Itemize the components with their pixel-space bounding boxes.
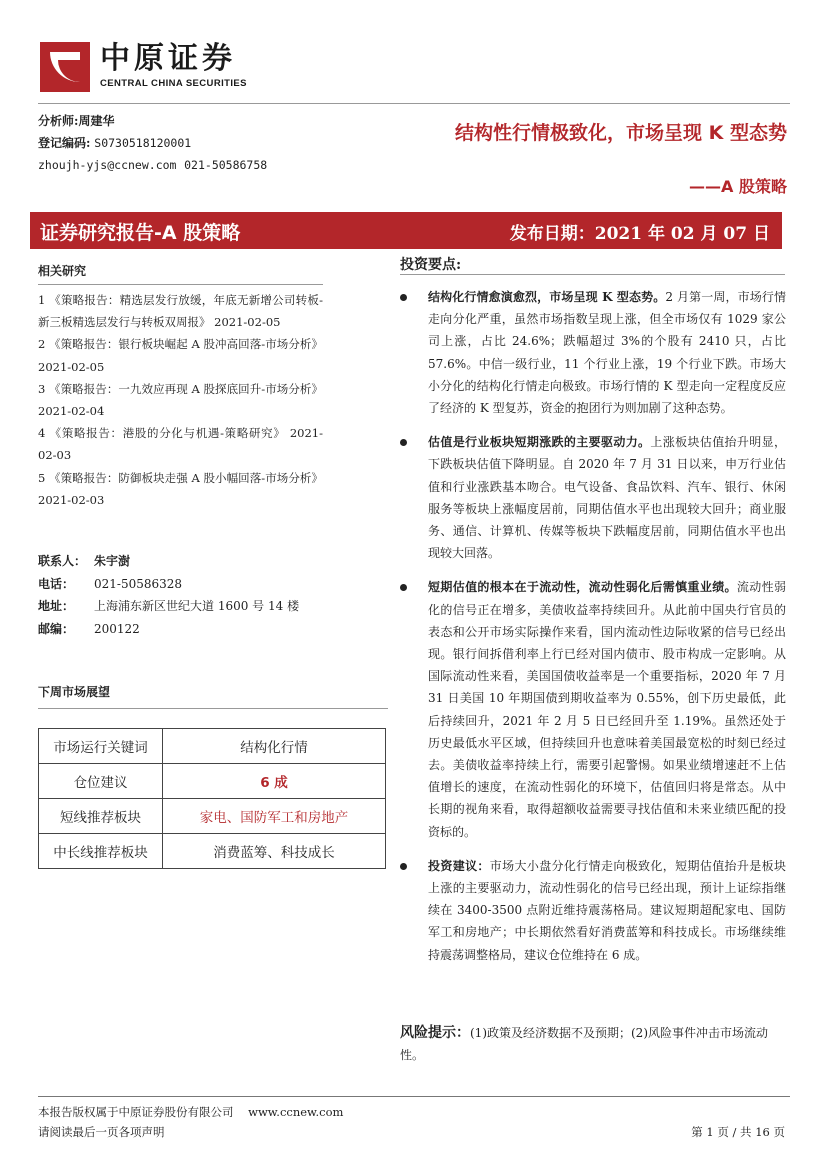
report-title: 结构性行情极致化，市场呈现 K 型态势 xyxy=(455,122,787,144)
key-point-body: 上涨板块估值抬升明显，下跌板块估值下降明显。自 2020 年 7 月 31 日以来，申万行业估值和行业涨跌基本吻合。电气设备、食品饮料、汽车、银行、休闲服务等板块上涨幅度居前，同期估值水平也出现较大回升；商业服务、通信、计算机、传媒等板块下跌幅度居前，同期估值水平也出现较大回落。 xyxy=(428,435,786,561)
table-value: 家电、国防军工和房地产 xyxy=(163,799,386,834)
analyst-info xyxy=(38,110,267,176)
contact-person-label: 联系人： xyxy=(38,554,87,568)
footer-copyright: 本报告版权属于中原证券股份有限公司 xyxy=(38,1105,234,1119)
company-logo xyxy=(40,42,280,94)
reg-code: S0730518120001 xyxy=(94,136,192,150)
key-points xyxy=(398,286,786,978)
related-item[interactable]: 3 《策略报告：一九效应再现 A 股探底回升-市场分析》 2021-02-04 xyxy=(38,381,323,419)
contact-person: 朱宇澍 xyxy=(94,554,131,568)
contact-zip: 200122 xyxy=(94,621,140,636)
analyst-phone: 021-50586758 xyxy=(184,158,268,172)
risk-warning xyxy=(400,1022,786,1066)
table-value: 6 成 xyxy=(163,764,386,799)
logo-mark-icon xyxy=(40,42,90,92)
risk-label: 风险提示： xyxy=(400,1025,470,1041)
report-type: 证券研究报告-A 股策略 xyxy=(40,222,241,244)
key-point-head: 估值是行业板块短期涨跌的主要驱动力。 xyxy=(428,435,651,450)
analyst-email[interactable]: zhoujh-yjs@ccnew.com xyxy=(38,158,177,172)
key-point xyxy=(398,855,786,966)
analyst-label: 分析师: xyxy=(38,114,79,128)
contact-zip-label: 邮编： xyxy=(38,621,75,636)
analyst-name: 周建华 xyxy=(78,114,115,128)
outlook-label: 下周市场展望 xyxy=(38,685,111,699)
related-item[interactable]: 2 《策略报告：银行板块崛起 A 股冲高回落-市场分析》 2021-02-05 xyxy=(38,337,323,374)
key-point-head: 投资建议： xyxy=(428,858,490,873)
bullet-icon xyxy=(400,863,407,870)
related-divider xyxy=(38,284,323,285)
risk-text: (1)政策及经济数据不及预期；(2)风险事件冲击市场流动性。 xyxy=(400,1026,768,1062)
report-subtitle: ——A 股策略 xyxy=(689,177,787,196)
footer-copyright-line xyxy=(38,1104,343,1120)
bullet-icon xyxy=(400,294,407,301)
footer-divider xyxy=(38,1096,790,1097)
key-point-body: 2 月第一周，市场行情走向分化严重，虽然市场指数呈现上涨，但全市场仅有 1029 家公司上涨，占比 24.6%；跌幅超过 3%的个股有 2410 只，占比 57.6%。中信一级行业，11 个行业上涨，19 个行业下跌。市场大小分化的结构化行情走向极致。市场行情的 K 型走向一定程度反应了经济的 K 型复苏，资金的抱团行为则加剧了这种态势。 xyxy=(428,290,786,416)
page-number: 第 1 页 / 共 16 页 xyxy=(691,1125,785,1139)
contact-phone: 021-50586328 xyxy=(94,576,183,591)
contact-address: 上海浦东新区世纪大道 1600 号 14 楼 xyxy=(94,599,300,613)
table-key: 仓位建议 xyxy=(39,764,163,799)
key-points-divider xyxy=(400,274,785,275)
key-point xyxy=(398,576,786,842)
related-item[interactable]: 1 《策略报告：精选层发行放缓，年底无新增公司转板-新三板精选层发行与转板双周报》 2021-02-05 xyxy=(38,293,323,330)
table-value: 消费蓝筹、科技成长 xyxy=(163,834,386,869)
report-banner xyxy=(30,212,782,249)
footer-website-link[interactable]: www.ccnew.com xyxy=(248,1105,344,1119)
header-divider xyxy=(38,103,790,104)
key-point-body: 流动性弱化的信号正在增多，美债收益率持续回升。从此前中国央行官员的表态和公开市场实际操作来看，国内流动性边际收紧的信号已经出现。银行间拆借利率上行已经对国内债市、股市构成一定影响。从国际流动性来看，美国国债收益率是一个重要指标，2020 年 7 月 31 日美国 10 年期国债到期收益率为 0.55%，创下历史最低，此后持续回升，2021 年 2 月 5 日已经回升至 1.19%。虽然还处于历史最低水平区域，但持续回升也意味着美国最宽松的时刻已经过去。美债收益率持续上行，需要引起警惕。如果业绩增速赶不上估值增长的速度，在流动性弱化的环境下，估值回归将是常态。从中长期的视角来看，取得超额收益需要寻找估值和未来业绩匹配的投资标的。 xyxy=(428,580,786,839)
table-value: 结构化行情 xyxy=(163,729,386,764)
table-row xyxy=(39,764,386,799)
publish-date: 发布日期：2021 年 02 月 07 日 xyxy=(509,224,770,244)
bullet-icon xyxy=(400,584,407,591)
key-point xyxy=(398,431,786,564)
key-point-head: 结构化行情愈演愈烈，市场呈现 K 型态势。 xyxy=(428,290,666,304)
related-item[interactable]: 5 《策略报告：防御板块走强 A 股小幅回落-市场分析》 2021-02-03 xyxy=(38,470,323,507)
footer-notice: 请阅读最后一页各项声明 xyxy=(38,1125,165,1139)
table-row xyxy=(39,729,386,764)
table-key: 中长线推荐板块 xyxy=(39,834,163,869)
contact-info xyxy=(38,550,299,640)
table-row xyxy=(39,799,386,834)
reg-label: 登记编码: xyxy=(38,136,91,150)
key-point-head: 短期估值的根本在于流动性，流动性弱化后需慎重业绩。 xyxy=(428,580,737,595)
key-points-label: 投资要点: xyxy=(400,257,462,273)
logo-english-name: CENTRAL CHINA SECURITIES xyxy=(100,78,247,89)
key-point xyxy=(398,286,786,419)
bullet-icon xyxy=(400,439,407,446)
table-key: 市场运行关键词 xyxy=(39,729,163,764)
key-point-body: 市场大小盘分化行情走向极致化，短期估值抬升是板块上涨的主要驱动力，流动性弱化的信号已经出现，预计上证综指继续在 3400-3500 点附近维持震荡格局。建议短期超配家电、国防军工和房地产；中长期依然看好消费蓝筹和科技成长。市场继续维持震荡调整格局，建议仓位维持在 6 成。 xyxy=(428,858,786,962)
related-research-label: 相关研究 xyxy=(38,264,87,278)
logo-chinese-name: 中原证券 xyxy=(100,41,236,76)
related-research xyxy=(38,262,338,511)
table-key: 短线推荐板块 xyxy=(39,799,163,834)
contact-phone-label: 电话： xyxy=(38,576,75,591)
outlook-divider xyxy=(38,708,388,709)
related-item[interactable]: 4 《策略报告：港股的分化与机遇-策略研究》 2021-02-03 xyxy=(38,426,323,463)
outlook-table xyxy=(38,728,386,869)
contact-address-label: 地址： xyxy=(38,599,75,613)
table-row xyxy=(39,834,386,869)
